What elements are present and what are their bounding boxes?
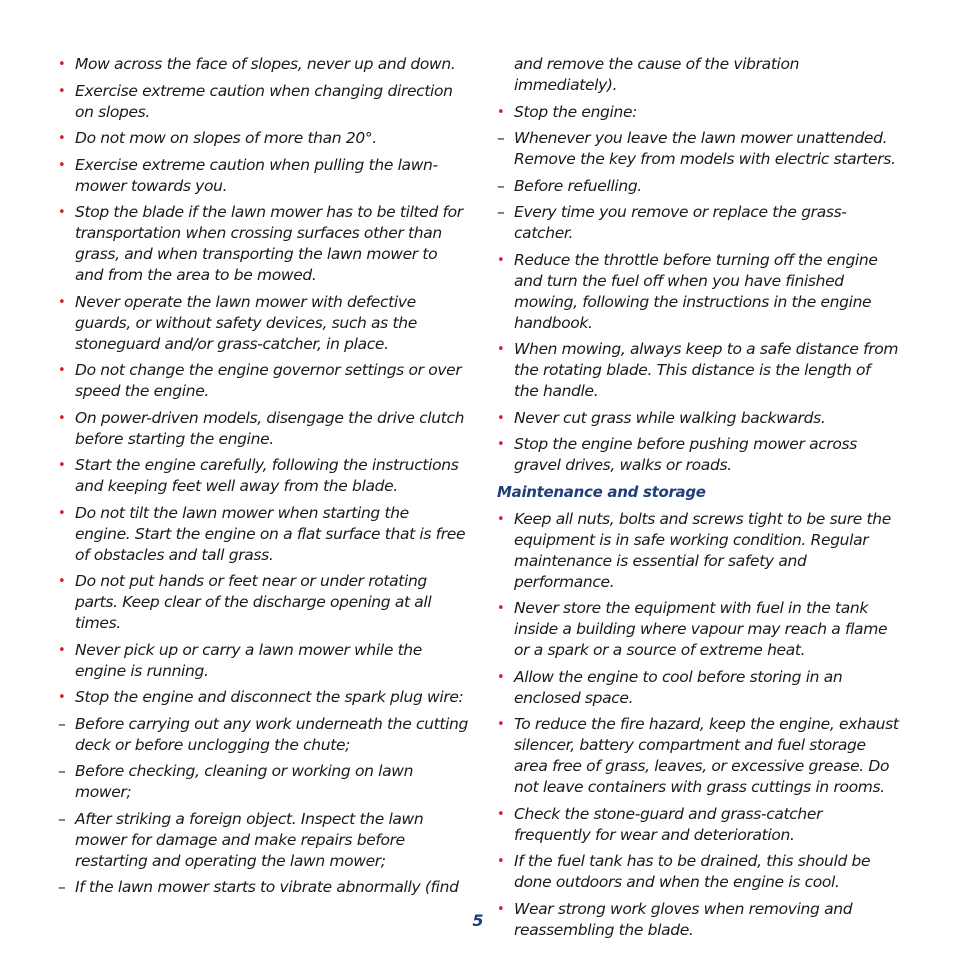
list-item-text: Check the stone-guard and grass-catcher frequently for wear and deterioration. [514,804,823,844]
list-item [497,714,899,798]
dash-marker: – [497,203,505,221]
list-item-text: Never cut grass while walking backwards. [514,408,826,427]
bullet-marker: • [58,157,66,173]
bullet-marker: • [58,410,66,426]
list-item [497,598,899,661]
sub-list-item [58,714,468,756]
sub-list-item [58,809,468,872]
bullet-marker: • [58,574,66,589]
list-item [497,509,899,593]
left-column [58,54,468,904]
list-item-text: Stop the engine and disconnect the spark plug wire: [75,688,464,706]
list-item-text: Before refuelling. [514,176,642,195]
dash-marker: – [497,176,505,195]
dash-marker: – [58,809,66,828]
bullet-marker: • [497,104,505,120]
bullet-marker: • [497,342,505,357]
bullet-marker: • [497,717,505,732]
list-item [58,640,468,682]
list-item [58,408,468,450]
bullet-marker: • [497,854,505,869]
list-item [497,102,899,123]
section-heading: Maintenance and storage [497,482,706,501]
list-item-text: Start the engine carefully, following the instructions and keeping feet well away from the blade. [75,456,459,495]
list-item-text: Whenever you leave the lawn mower unattended. Remove the key from models with electric starters. [514,129,896,168]
bullet-marker: • [497,901,505,917]
list-item [58,155,468,197]
list-item [497,408,899,429]
list-item-text: Exercise extreme caution when changing direction on slopes. [75,81,453,121]
bullet-marker: • [58,458,66,473]
dash-marker: – [58,878,66,896]
bullet-marker: • [58,690,66,705]
dash-marker: – [497,129,505,147]
list-item [497,434,899,476]
bullet-marker: • [58,363,66,378]
right-column [497,54,899,946]
list-item [58,503,468,566]
list-item-text: Never pick up or carry a lawn mower while the engine is running. [75,640,422,680]
bullet-marker: • [58,131,66,146]
list-item [497,667,899,709]
list-item [58,455,468,497]
page-number: 5 [472,911,484,930]
sub-list-item [58,761,468,803]
list-item-text: Exercise extreme caution when pulling the lawn- mower towards you. [75,155,438,195]
bullet-marker: • [497,669,505,685]
bullet-marker: • [58,205,66,220]
list-item-text: When mowing, always keep to a safe distance from the rotating blade. This distance is the length of the handle. [514,340,899,400]
bullet-marker: • [497,252,505,268]
bullet-marker: • [497,511,505,527]
list-item-text: Mow across the face of slopes, never up and down. [75,55,456,73]
list-item [497,851,899,893]
bullet-marker: • [497,437,505,452]
list-item-text: Before carrying out any work underneath the cutting deck or before unclogging the chute; [75,714,469,754]
list-item-text: Stop the engine before pushing mower across gravel drives, walks or roads. [514,435,858,474]
list-item-text: Every time you remove or replace the grass-catcher. [514,203,847,242]
list-item [58,292,468,355]
list-item-text: Stop the blade if the lawn mower has to be tilted for transportation when crossing surfaces other than grass, and when transporting the lawn mower to and from the area to be mowed. [75,203,463,284]
bullet-marker: • [58,505,66,521]
bullet-marker: • [497,601,505,616]
list-item-text: To reduce the fire hazard, keep the engine, exhaust silencer, battery compartment and fuel storage area free of grass, leaves, or excessive grease. Do not leave containers with grass cuttings in rooms. [514,715,899,796]
list-item-text: Never operate the lawn mower with defective guards, or without safety devices, such as the stoneguard and/or grass-catcher, in place. [75,292,417,353]
right-column-top-list [497,54,899,476]
sub-list-item [497,202,899,244]
sub-list-item [58,877,468,898]
sub-list-item [497,128,899,170]
dash-marker: – [58,762,66,780]
list-item [58,81,468,123]
list-item [497,339,899,402]
list-item-text: On power-driven models, disengage the drive clutch before starting the engine. [75,408,465,448]
list-item [497,54,899,96]
bullet-marker: • [497,410,505,426]
list-item [497,250,899,334]
list-item-text: Wear strong work gloves when removing and reassembling the blade. [514,899,853,939]
list-item-text: Keep all nuts, bolts and screws tight to be sure the equipment is in safe working condition. Regular maintenance is essential for safety and performance. [514,509,891,591]
list-item [58,687,468,708]
list-item [497,899,899,941]
list-item [58,360,468,402]
list-item-text: Allow the engine to cool before storing in an enclosed space. [514,667,843,707]
list-item-text: If the fuel tank has to be drained, this should be done outdoors and when the engine is cool. [514,852,871,891]
list-item-text: Do not change the engine governor settings or over speed the engine. [75,361,462,400]
list-item [497,804,899,846]
list-item-text: Do not mow on slopes of more than 20°. [75,129,377,147]
list-item-text: Do not tilt the lawn mower when starting the engine. Start the engine on a flat surface that is free of obstacles and tall grass. [75,503,466,564]
bullet-marker: • [58,83,66,99]
list-item [58,128,468,149]
list-item-text: After striking a foreign object. Inspect the lawn mower for damage and make repairs before restarting and operating the lawn mower; [75,809,424,870]
list-item-text: Never store the equipment with fuel in the tank inside a building where vapour may reach a flame or a spark or a source of extreme heat. [514,599,888,659]
list-item-text: Stop the engine: [514,102,638,121]
list-item [58,54,468,75]
list-item-text: If the lawn mower starts to vibrate abnormally (find [75,878,459,896]
right-column-bottom-list [497,509,899,941]
bullet-marker: • [58,57,66,72]
list-item-text: Reduce the throttle before turning off the engine and turn the fuel off when you have finished mowing, following the instructions in the engine handbook. [514,250,878,332]
list-item-text: Do not put hands or feet near or under rotating parts. Keep clear of the discharge opening at all times. [75,572,432,632]
bullet-marker: • [497,806,505,822]
sub-list-item [497,176,899,197]
list-item-text: Before checking, cleaning or working on lawn mower; [75,762,414,801]
list-item [58,571,468,634]
bullet-marker: • [58,642,66,658]
dash-marker: – [58,714,66,733]
list-item-text: and remove the cause of the vibration immediately). [514,55,800,94]
list-item [58,202,468,286]
bullet-marker: • [58,294,66,310]
